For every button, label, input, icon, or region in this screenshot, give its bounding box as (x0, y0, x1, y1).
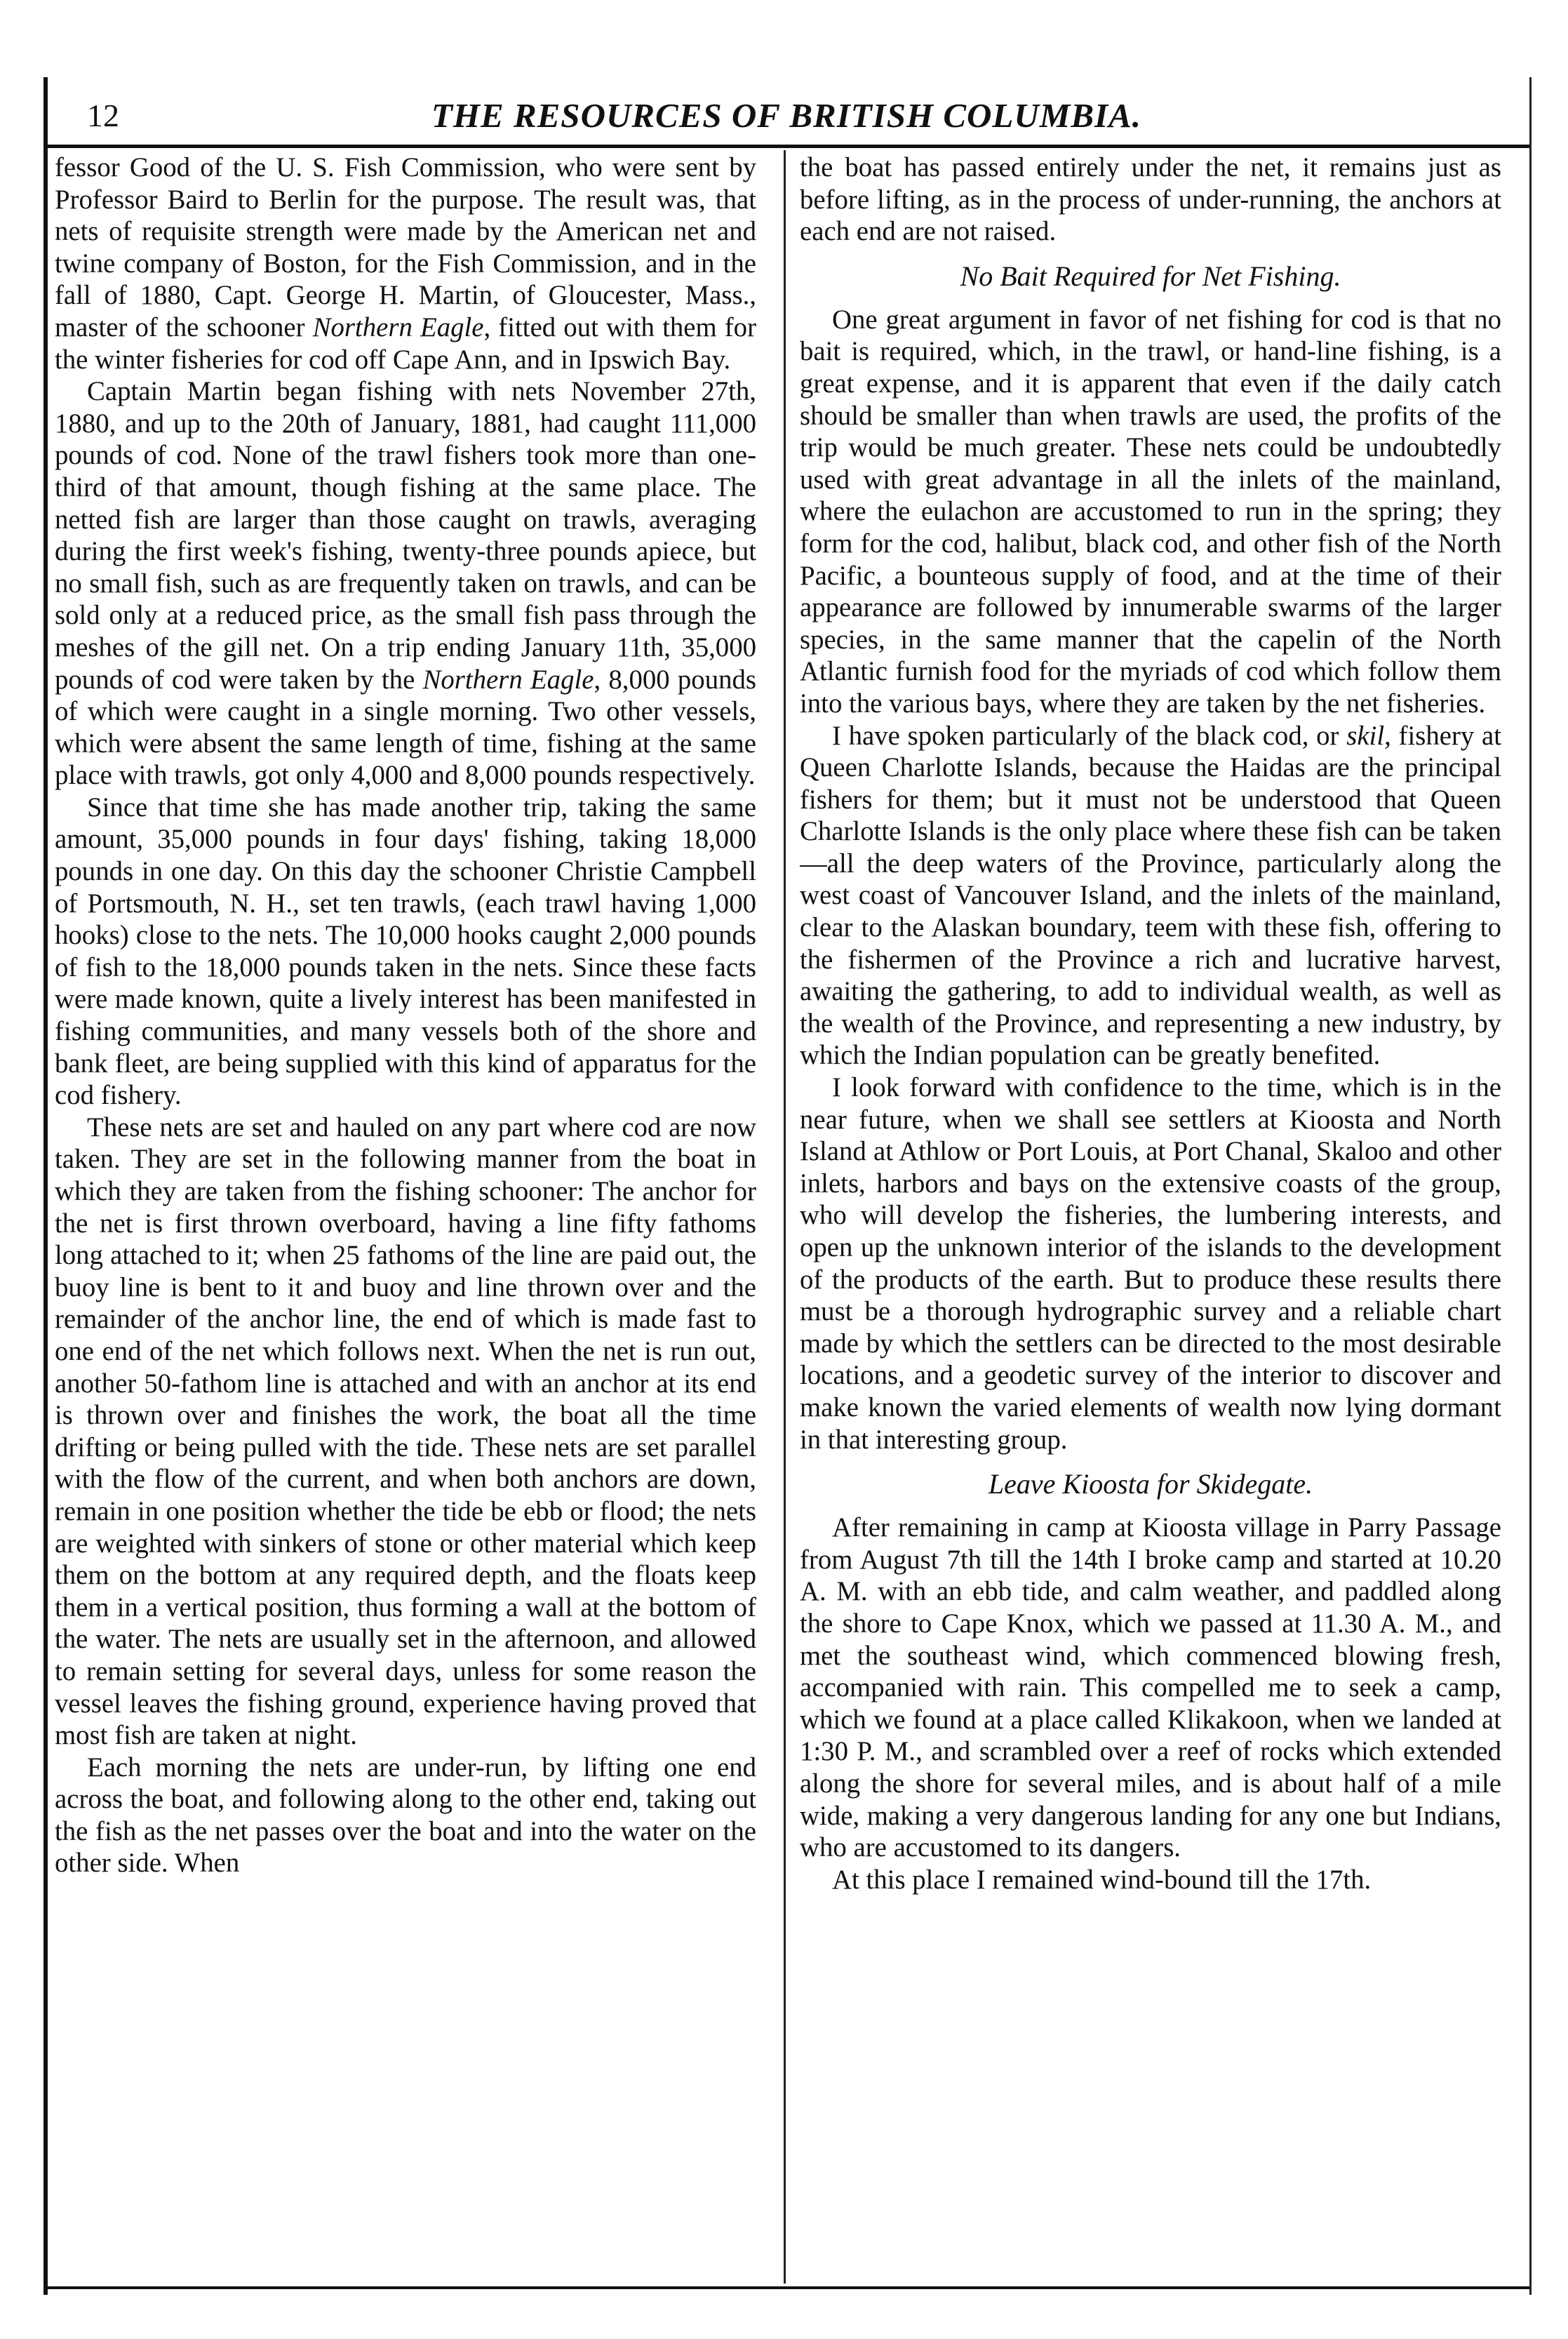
ship-name: Northern Eagle (312, 312, 484, 342)
paragraph (55, 152, 756, 375)
page-header (43, 90, 1529, 148)
paragraph: the boat has passed entirely under the net, it remains just as before lifting, as in the process of under-running, the anchors at each end are not raised. (800, 152, 1501, 247)
paragraph: At this place I remained wind-bound till the 17th. (832, 1864, 1372, 1895)
paragraph-text: , fishery at Queen Charlotte Islands, because the Haidas are the principal fishers for them; but it must not be understood that Queen Charlotte Islands is the only place where these fish can be taken—all the deep waters of the Province, particularly along the west coast of Vancouver Island, and the inlets of the mainland, clear to the Alaskan boundary, teem with these fish, offering to the fishermen of the Province a rich and lucrative harvest, awaiting the gathering, to add to individual wealth, as well as the wealth of the Province, and representing a new industry, by which the Indian population can be greatly benefited. (800, 720, 1501, 1071)
paragraph: Each morning the nets are under-run, by lifting one end across the boat, and following along to the other end, taking out the fish as the net passes over the boat and into the water on the other side. When (55, 1752, 756, 1879)
paragraph: One great argument in favor of net fishing for cod is that no bait is required, which, in the trawl, or hand-line fishing, is a great expense, and it is apparent that even if the daily catch should be smaller than when trawls are used, the profits of the trip would be much greater. These nets could be undoubtedly used with great advantage in all the inlets of the mainland, where the eulachon are accustomed to run in the spring; they form for the cod, halibut, black cod, and other fish of the North Pacific, a bounteous supply of food, and at the time of their appearance are followed by innumerable swarms of the larger species, in the same manner that the capelin of the North Atlantic furnish food for the myriads of cod which follow them into the various bays, where they are taken by the net fisheries. (800, 304, 1501, 719)
paragraph: After remaining in camp at Kioosta village in Parry Passage from August 7th till the 14th I broke camp and started at 10.20 A. M. with an ebb tide, and calm weather, and paddled along the shore to Cape Knox, which we passed at 11.30 A. M., and met the southeast wind, which commenced blowing fresh, accompanied with rain. This compelled me to seek a camp, which we found at a place called Klikakoon, when we landed at 1:30 P. M., and scrambled over a reef of rocks which extended along the shore for several miles, and is about half of a mile wide, making a very dangerous landing for any one but Indians, who are accustomed to its dangers. (800, 1512, 1501, 1863)
paragraph: I look forward with confidence to the time, which is in the near future, when we shall see settlers at Kioosta and North Island at Athlow or Port Louis, at Port Chanal, Skaloo and other inlets, harbors and bays on the extensive coasts of the group, who will develop the fisheries, the lumbering interests, and open up the unknown interior of the islands to the development of the products of the earth. But to produce these results there must be a thorough hydrographic survey and a reliable chart made by which the settlers can be directed to the most desirable locations, and a geodetic survey of the interior to discover and make known the varied elements of wealth now lying dormant in that interesting group. (800, 1072, 1501, 1455)
italic-term: skil (1346, 720, 1385, 751)
paragraph: These nets are set and hauled on any part where cod are now taken. They are set in the following manner from the boat in which they are taken from the fishing schooner: The anchor for the net is first thrown overboard, having a line fifty fathoms long attached to it; when 25 fathoms of the line are paid out, the buoy line is bent to it and buoy and line thrown over and the remainder of the anchor line, the end of which is made fast to one end of the net which follows next. When the net is run out, another 50-fathom line is attached and with an anchor at its end is thrown over and finishes the work, the boat all the time drifting or being pulled with the tide. These nets are set parallel with the flow of the current, and when both anchors are down, remain in one position whether the tide be ebb or flood; the nets are weighted with sinkers of stone or other material which keep them on the bottom at any required depth, and the floats keep them in a vertical position, thus forming a wall at the bottom of the water. The nets are usually set in the afternoon, and allowed to remain setting for several days, unless for some reason the vessel leaves the fishing ground, experience having proved that most fish are taken at night. (55, 1112, 756, 1751)
section-heading: Leave Kioosta for Skidegate. (988, 1468, 1313, 1500)
section-heading: No Bait Required for Net Fishing. (960, 260, 1341, 292)
paragraph-text: , 8,000 pounds of which were caught in a single morning. Two other vessels, which were absent the same length of time, fishing at the same place with trawls, got only 4,000 and 8,000 pounds respectively. (55, 664, 756, 791)
paragraph-text: fessor Good of the U. S. Fish Commission, who were sent by Professor Baird to Berlin for the purpose. The result was, that nets of requisite strength were made by the American net and twine company of Boston, for the Fish Commission, and in the fall of 1880, Capt. George H. Martin, of Gloucester, Mass., master of the schooner (55, 152, 756, 342)
page-number: 12 (87, 98, 119, 133)
running-title: THE RESOURCES OF BRITISH COLUMBIA. (431, 96, 1142, 135)
paragraph (800, 720, 1501, 1072)
right-column (800, 152, 1501, 2278)
paragraph: Since that time she has made another trip, taking the same amount, 35,000 pounds in four days' fishing, taking 18,000 pounds in one day. On this day the schooner Christie Campbell of Portsmouth, N. H., set ten trawls, (each trawl having 1,000 hooks) close to the nets. The 10,000 hooks caught 2,000 pounds of fish to the 18,000 pounds taken in the nets. Since these facts were made known, quite a lively interest has been manifested in fishing communities, and many vessels both of the shore and bank fleet, are being supplied with this kind of apparatus for the cod fishery. (55, 792, 756, 1111)
ship-name: Northern Eagle (422, 664, 594, 695)
paragraph-text: I have spoken particularly of the black cod, or (832, 720, 1347, 751)
paragraph-text: , fitted out with them for the winter fisheries for cod off Cape Ann, and in Ipswich Bay. (55, 312, 756, 375)
paragraph (55, 375, 756, 792)
footer-rule (43, 2286, 1529, 2289)
left-column (55, 152, 756, 2278)
paragraph-text: Captain Martin began fishing with nets November 27th, 1880, and up to the 20th of January, 1881, had caught 111,000 pounds of cod. None of the trawl fishers took more than one-third of that amount, though fishing at the same place. The netted fish are larger than those caught on trawls, averaging during the first week's fishing, twenty-three pounds apiece, but no small fish, such as are frequently taken on trawls, and can be sold only at a reduced price, as the small fish pass through the meshes of the gill net. On a trip ending January 11th, 35,000 pounds of cod were taken by the (55, 376, 756, 695)
column-divider (784, 150, 786, 2284)
